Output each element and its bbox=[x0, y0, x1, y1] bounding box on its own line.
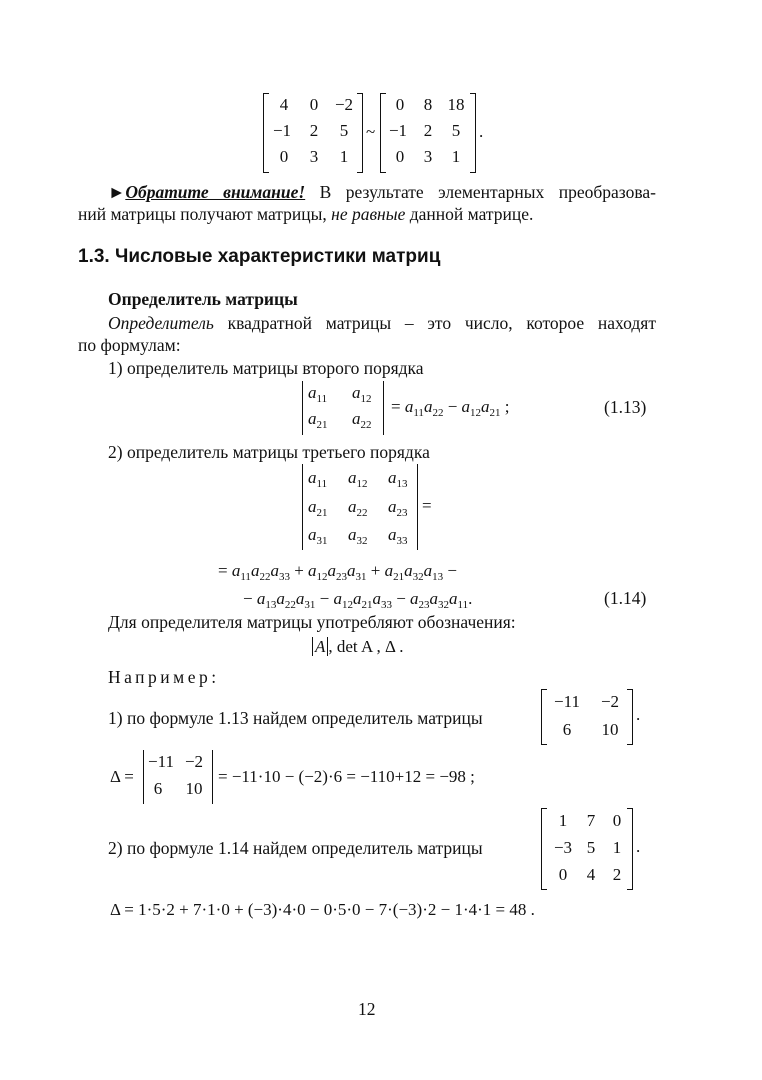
formula-1-14-line-2: − $a_{13}a_{22}a_{31} - a_{12}a_{21}a_{33} - a_{23}a_{32}a_{11}$. bbox=[243, 589, 473, 611]
example2-period: . bbox=[636, 837, 641, 856]
formula-1-14-line-1: = $a_{11}a_{22}a_{33} + a_{12}a_{23}a_{31} + a_{21}a_{32}a_{13}$ − bbox=[218, 561, 457, 583]
intro-matrix-left: 4 0 −2 −1 2 5 0 3 1 bbox=[263, 93, 363, 173]
note-italic: не равные bbox=[331, 204, 406, 224]
delta-symbol-1: Δ = bbox=[110, 767, 134, 786]
intro-matrix-right: 0 8 18 −1 2 5 0 3 1 bbox=[380, 93, 476, 173]
arrow-marker-icon: ► bbox=[108, 182, 126, 202]
item2-label: 2) определитель матрицы третьего порядка bbox=[108, 442, 430, 462]
det2-symbolic: $a_{11}$ $a_{12}$ $a_{21}$ $a_{22}$ bbox=[302, 381, 384, 435]
notation-symbols: A , det A , Δ . bbox=[312, 637, 404, 657]
definition-line-2: по формулам: bbox=[78, 335, 181, 355]
section-title: 1.3. Числовые характеристики матриц bbox=[78, 246, 441, 267]
formula-number-1-13: (1.13) bbox=[604, 397, 647, 417]
example1-calculation: = −11·10 − (−2)·6 = −110+12 = −98 ; bbox=[218, 767, 475, 786]
example1-matrix: −11 −2 6 10 bbox=[541, 689, 633, 745]
example2-label: 2) по формуле 1.14 найдем определитель матрицы bbox=[108, 838, 483, 858]
example1-label: 1) по формуле 1.13 найдем определитель матрицы bbox=[108, 708, 483, 728]
subsection-title: Определитель матрицы bbox=[108, 289, 298, 309]
item1-label: 1) определитель матрицы второго порядка bbox=[108, 358, 424, 378]
note-emphasis: Обратите внимание! bbox=[125, 182, 306, 202]
notation-label: Для определителя матрицы употребляют обозначения: bbox=[108, 612, 516, 632]
det3-symbolic: $a_{11}$ $a_{12}$ $a_{13}$ $a_{21}$ $a_{22}$ $a_{23}$ $a_{31}$ $a_{32}$ $a_{33}$ bbox=[302, 464, 418, 550]
example-heading: Например: bbox=[108, 667, 220, 687]
intro-period: . bbox=[479, 122, 484, 141]
formula-1-13-rhs: = $a_{11}a_{22} - a_{12}a_{21}$ ; bbox=[391, 397, 510, 419]
det3-equals: = bbox=[422, 496, 432, 515]
page-number: 12 bbox=[358, 999, 376, 1019]
definition-line-1: Определитель квадратной матрицы – это число, которое находят bbox=[108, 313, 656, 333]
note-line-2: ний матрицы получают матрицы, не равные данной матрице. bbox=[78, 204, 534, 224]
note-line-1 bbox=[108, 181, 656, 203]
example1-determinant: −11 −2 6 10 bbox=[143, 750, 213, 804]
formula-number-1-14: (1.14) bbox=[604, 588, 647, 608]
example2-matrix: 1 7 0 −3 5 1 0 4 2 bbox=[541, 808, 633, 890]
example2-calculation: Δ = 1·5·2 + 7·1·0 + (−3)·4·0 − 0·5·0 − 7·(−3)·2 − 1·4·1 = 48 . bbox=[110, 900, 535, 919]
example1-period: . bbox=[636, 705, 641, 724]
equivalence-sign: ~ bbox=[366, 122, 376, 141]
note-text-1: В результате элементарных преобразова- bbox=[319, 182, 656, 202]
definition-term: Определитель bbox=[108, 313, 214, 333]
